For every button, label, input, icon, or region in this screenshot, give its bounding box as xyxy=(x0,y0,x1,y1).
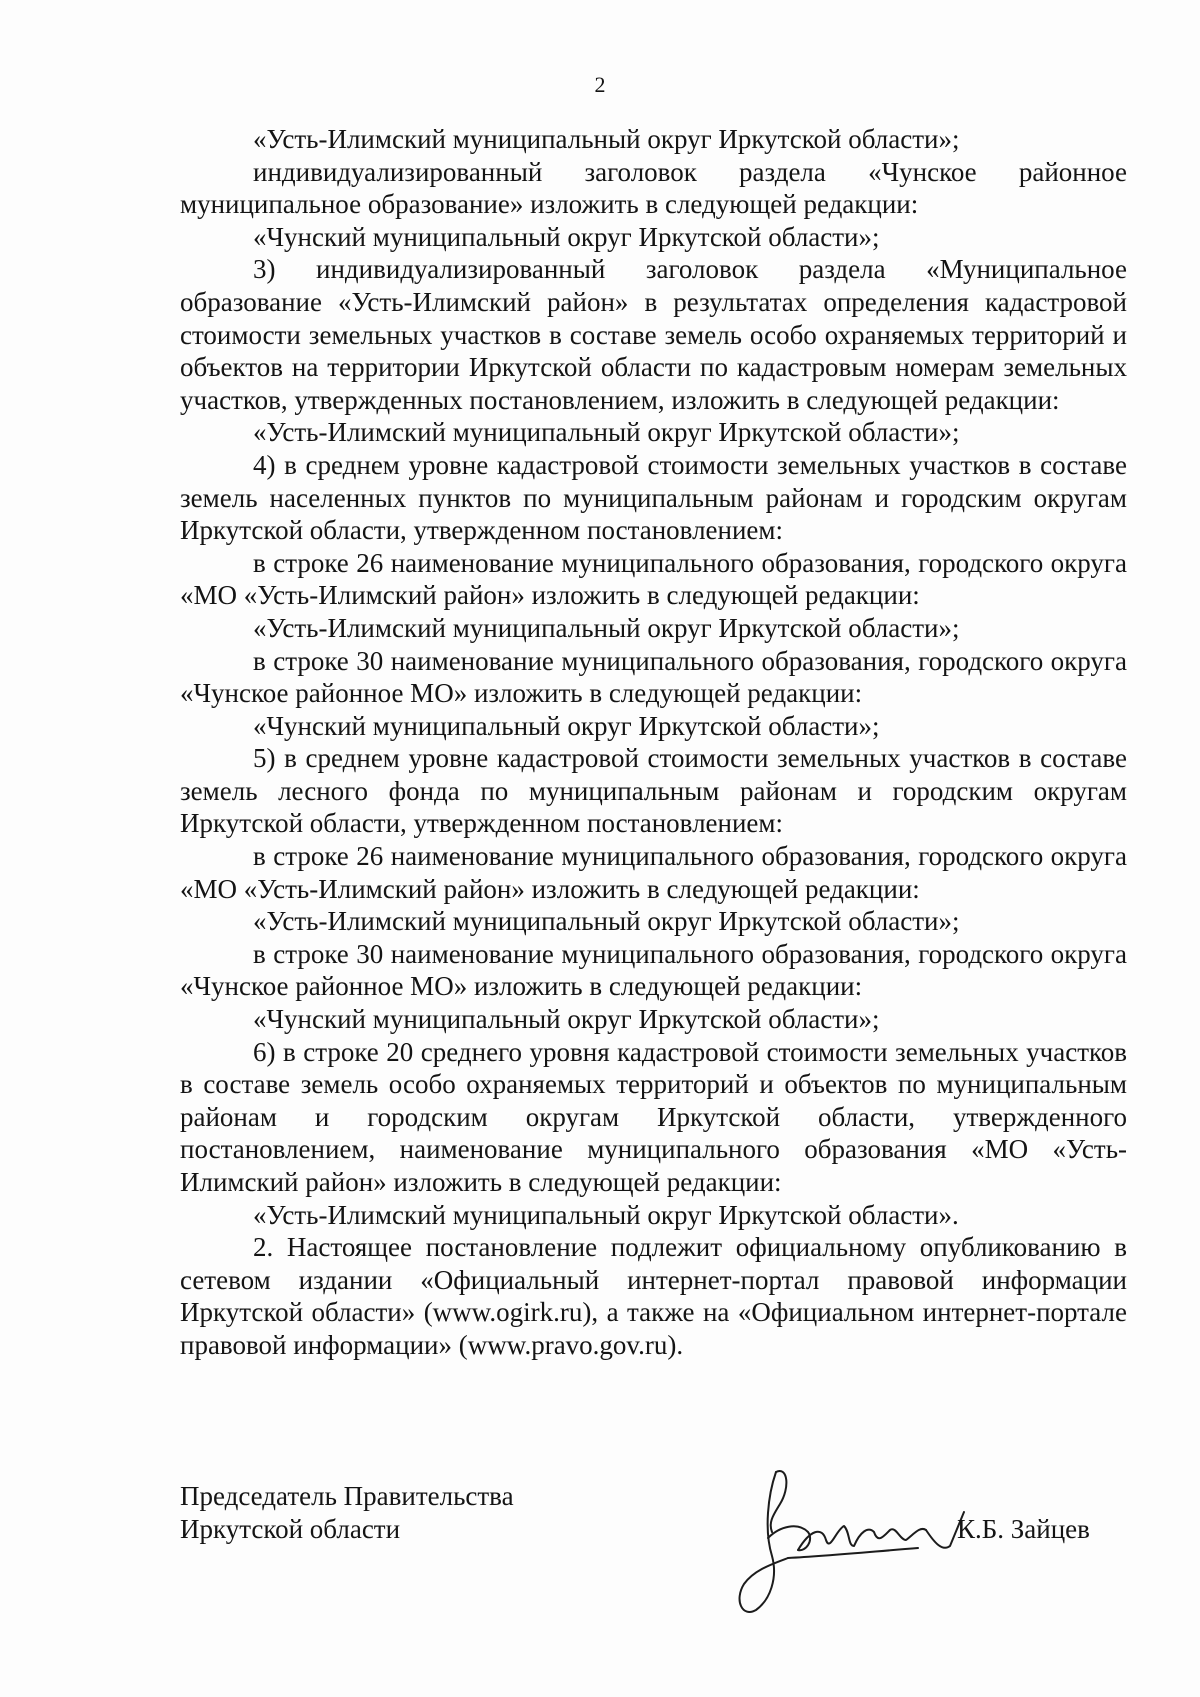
paragraph: 6) в строке 20 среднего уровня кадастровой стоимости земельных участков в составе земель особо охраняемых территорий и объектов по муниципальным районам и городским округам Иркутской области, утвержденного постановлением, наименование муниципального образования «МО «Усть-Илимский район» изложить в следующей редакции: xyxy=(180,1036,1127,1197)
signatory-name: К.Б. Зайцев xyxy=(957,1514,1090,1544)
paragraph: «Чунский муниципальный округ Иркутской области»; xyxy=(253,221,880,252)
handwritten-signature xyxy=(728,1460,968,1625)
paragraph: 3) индивидуализированный заголовок раздела «Муниципальное образование «Усть-Илимский район» в результатах определения кадастровой стоимости земельных участков в составе земель особо охраняемых территорий и объектов на территории Иркутской области по кадастровым номерам земельных участков, утвержденных постановлением, изложить в следующей редакции: xyxy=(180,254,1127,415)
paragraph: индивидуализированный заголовок раздела «Чунское районное муниципальное образование» изложить в следующей редакции: xyxy=(180,156,1127,220)
paragraph: «Усть-Илимский муниципальный округ Иркутской области»; xyxy=(253,417,960,448)
paragraph: «Усть-Илимский муниципальный округ Иркутской области»; xyxy=(253,612,960,643)
paragraph: «Чунский муниципальный округ Иркутской области»; xyxy=(253,1004,880,1035)
document-body xyxy=(180,123,1127,1362)
paragraph: «Усть-Илимский муниципальный округ Иркутской области»; xyxy=(253,906,960,937)
paragraph: в строке 26 наименование муниципального образования, городского округа «МО «Усть-Илимский район» изложить в следующей редакции: xyxy=(180,547,1127,611)
signatory-position-line-1: Председатель Правительства xyxy=(180,1481,514,1511)
paragraph: 4) в среднем уровне кадастровой стоимости земельных участков в составе земель населенных пунктов по муниципальным районам и городским округам Иркутской области, утвержденном постановлением: xyxy=(180,449,1127,546)
paragraph: «Усть-Илимский муниципальный округ Иркутской области». xyxy=(253,1199,959,1230)
paragraph: в строке 30 наименование муниципального образования, городского округа «Чунское районное МО» изложить в следующей редакции: xyxy=(180,938,1127,1002)
paragraph: «Усть-Илимский муниципальный округ Иркутской области»; xyxy=(253,124,960,154)
signatory-position-line-2: Иркутской области xyxy=(180,1514,401,1544)
paragraph: 5) в среднем уровне кадастровой стоимости земельных участков в составе земель лесного фонда по муниципальным районам и городским округам Иркутской области, утвержденном постановлением: xyxy=(180,743,1127,839)
signatory-position xyxy=(180,1480,514,1546)
paragraph: «Чунский муниципальный округ Иркутской области»; xyxy=(253,710,880,741)
paragraph: в строке 30 наименование муниципального образования, городского округа «Чунское районное МО» изложить в следующей редакции: xyxy=(180,645,1127,709)
paragraph: в строке 26 наименование муниципального образования, городского округа «МО «Усть-Илимский район» изложить в следующей редакции: xyxy=(180,841,1127,904)
paragraph: 2. Настоящее постановление подлежит официальному опубликованию в сетевом издании «Официальный интернет-портал правовой информации Иркутской области» (www.ogirk.ru), а также на «Официальном интернет-портале правовой информации» (www.pravo.gov.ru). xyxy=(180,1232,1127,1360)
page-number: 2 xyxy=(594,72,606,97)
